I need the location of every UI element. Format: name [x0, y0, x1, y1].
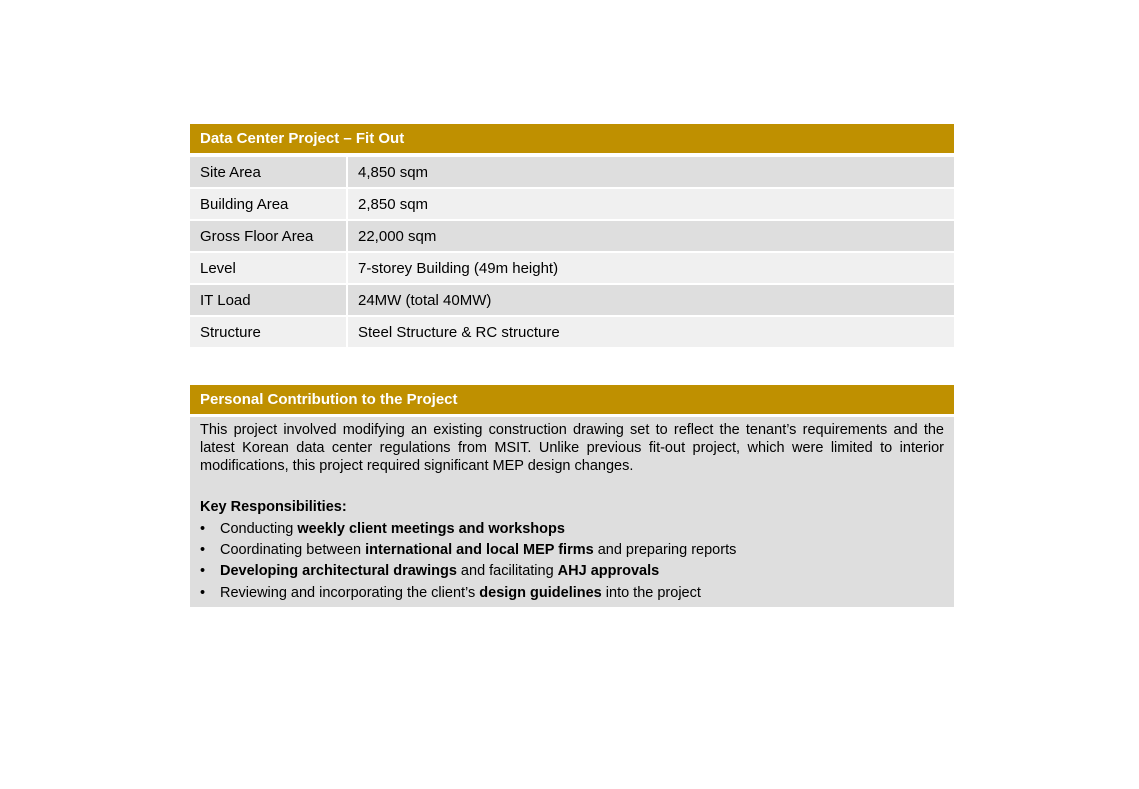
project-table-header [190, 124, 954, 153]
row-value: 24MW (total 40MW) [348, 285, 954, 315]
project-table-title: Data Center Project – Fit Out [200, 130, 405, 147]
row-label: Gross Floor Area [190, 221, 346, 251]
list-item: • Coordinating between international and local MEP firms and preparing reports [200, 539, 944, 560]
bullet-icon: • [200, 520, 206, 537]
row-value: Steel Structure & RC structure [348, 317, 954, 347]
row-value: 4,850 sqm [348, 157, 954, 187]
row-label: Site Area [190, 157, 346, 187]
table-row-site-area [190, 157, 954, 187]
bullet-icon: • [200, 541, 206, 558]
bullet-icon: • [200, 584, 206, 601]
list-item: • Conducting weekly client meetings and workshops [200, 518, 944, 539]
table-row-level [190, 253, 954, 283]
table-row-structure [190, 317, 954, 347]
responsibilities-list [200, 518, 944, 603]
bullet-icon: • [200, 563, 206, 580]
list-item: • Developing architectural drawings and facilitating AHJ approvals [200, 561, 944, 582]
list-item: • Reviewing and incorporating the client’s design guidelines into the project [200, 582, 944, 603]
table-row-gross-floor-area [190, 221, 954, 251]
contribution-title: Personal Contribution to the Project [200, 391, 458, 408]
row-value: 2,850 sqm [348, 189, 954, 219]
row-label: Level [190, 253, 346, 283]
contribution-body [190, 417, 954, 607]
project-info-table [190, 124, 954, 349]
row-label: IT Load [190, 285, 346, 315]
contribution-header [190, 385, 954, 414]
row-value: 7-storey Building (49m height) [348, 253, 954, 283]
contribution-intro: This project involved modifying an existing construction drawing set to reflect the tenant’s requirements and the latest Korean data center regulations from MSIT. Unlike previous fit-out project, which were limited to interior modifications, this project required significant MEP design changes. [200, 422, 944, 474]
key-responsibilities-title: Key Responsibilities: [200, 499, 347, 515]
row-value: 22,000 sqm [348, 221, 954, 251]
contribution-section [190, 385, 954, 607]
table-row-it-load [190, 285, 954, 315]
table-row-building-area [190, 189, 954, 219]
row-label: Building Area [190, 189, 346, 219]
row-label: Structure [190, 317, 346, 347]
